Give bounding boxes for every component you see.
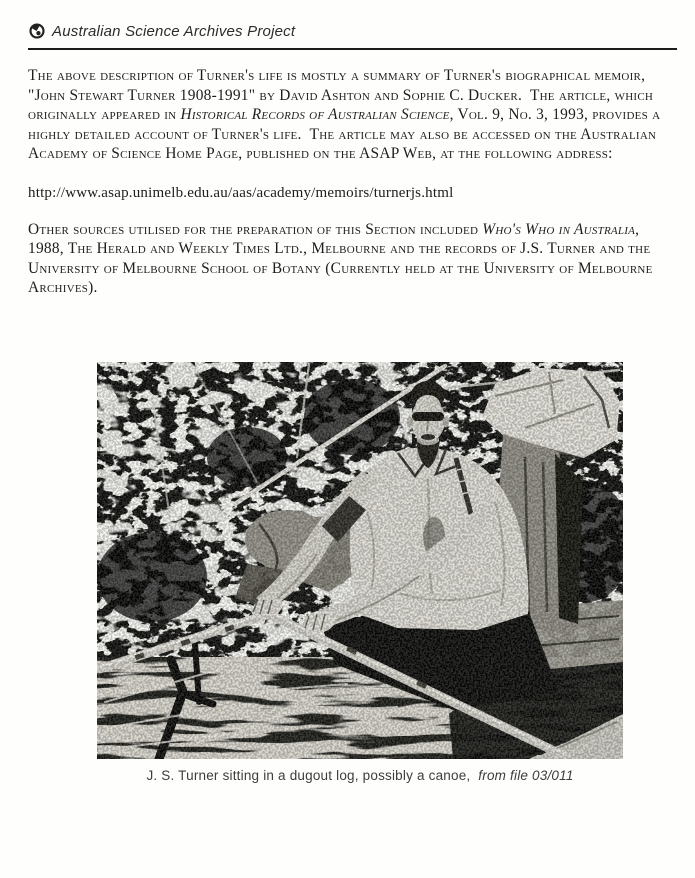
asap-logo-icon [28,22,46,40]
photo-caption: J. S. Turner sitting in a dugout log, possibly a canoe, from file 03/011 [146,767,574,783]
figure-turner [97,362,623,783]
header [28,19,672,43]
header-title: Australian Science Archives Project [52,22,296,40]
turner-photo [97,362,623,759]
paragraph-memoir: The above description of Turner's life is mostly a summary of Turner's biographical memoir, "John Stewart Turner 1908-1991" by David Ashton and Sophie C. Ducker. The article, which originally appeared in Historical Records of Australian Science, Vol. 9, No. 3, 1993, provides a highly detailed account of Turner's life. The article may also be accessed on the Australian Academy of Science Home Page, published on the ASAP Web, at the following address: [28,67,665,162]
paragraph-sources: Other sources utilised for the preparation of this Section included Who's Who in Australia, 1988, The Herald and Weekly Times Ltd., Melbourne and the records of J.S. Turner and the University of Melbourne School of Botany (Currently held at the University of Melbourne Archives). [28,220,656,296]
turner-photo-image [97,362,623,759]
header-rule [28,48,677,50]
article-url: http://www.asap.unimelb.edu.au/aas/academy/memoirs/turnerjs.html [28,184,454,201]
